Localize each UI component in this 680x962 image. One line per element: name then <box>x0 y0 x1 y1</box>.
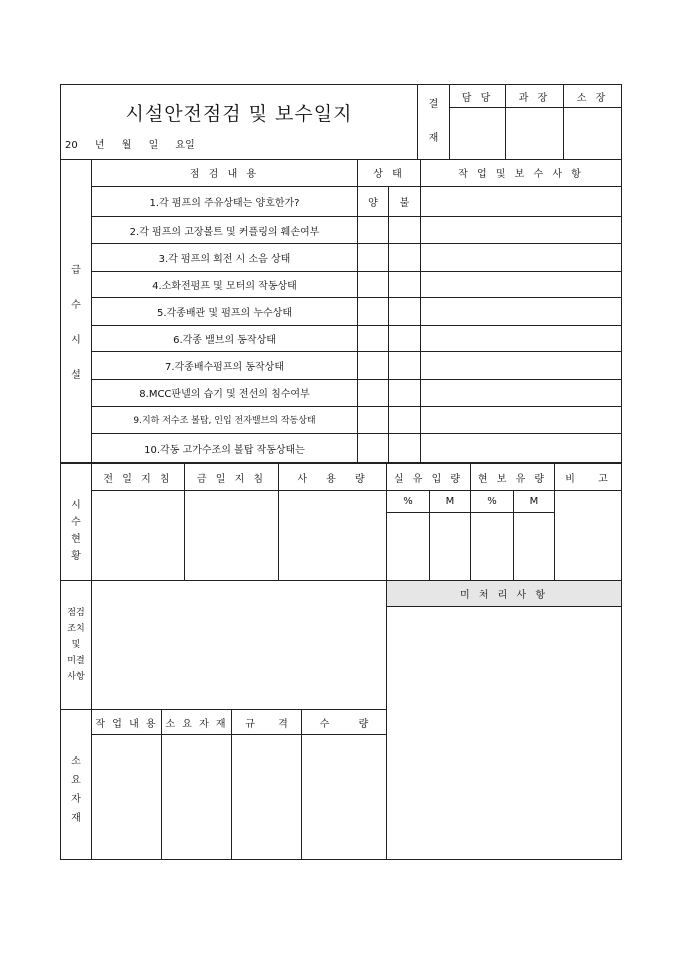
unit-percent: % <box>387 491 430 513</box>
inspection-item: 9.지하 저수조 볼탑, 인입 전자밸브의 작동상태 <box>92 406 358 434</box>
col-header-holding: 현 보 유 량 <box>471 464 555 491</box>
inspection-item: 7.각종배수펌프의 동작상태 <box>92 352 358 380</box>
section-label-water-supply: 급 수 시 설 <box>61 160 92 463</box>
status-bad-cell[interactable] <box>389 217 421 244</box>
status-bad-cell[interactable] <box>389 406 421 434</box>
col-header-quantity: 수 량 <box>302 710 387 735</box>
status-bad-cell[interactable] <box>389 271 421 298</box>
pending-notes-area[interactable] <box>387 607 622 860</box>
status-bad-cell[interactable] <box>389 298 421 326</box>
header-table <box>60 84 622 160</box>
spec-cell[interactable] <box>232 735 302 860</box>
status-good-cell[interactable] <box>358 380 389 407</box>
col-header-work-content: 작 업 내 용 <box>92 710 162 735</box>
inspection-item: 4.소화전펌프 및 모터의 작동상태 <box>92 271 358 298</box>
inspection-item: 10.각동 고가수조의 볼탑 작동상태는 <box>92 434 358 463</box>
col-header-prev-reading: 전 일 지 침 <box>92 464 185 491</box>
section-label-check: 점검 조치 및 미결 사항 <box>61 581 92 710</box>
unit-m: M <box>430 491 471 513</box>
inspection-item: 5.각종배관 및 펌프의 누수상태 <box>92 298 358 326</box>
work-note-cell[interactable] <box>421 406 622 434</box>
status-good-cell[interactable] <box>358 298 389 326</box>
col-header-remarks: 비 고 <box>555 464 622 491</box>
col-header-today-reading: 금 일 지 침 <box>185 464 279 491</box>
status-good-cell[interactable] <box>358 244 389 272</box>
work-note-cell[interactable] <box>421 271 622 298</box>
inspection-item: 3.각 펌프의 회전 시 소음 상태 <box>92 244 358 272</box>
status-bad-label: 불 <box>389 186 421 217</box>
prev-reading-cell[interactable] <box>92 491 185 581</box>
col-header-item: 점 검 내 용 <box>92 160 358 187</box>
status-bad-cell[interactable] <box>389 434 421 463</box>
inspection-table <box>60 159 622 463</box>
materials-cell[interactable] <box>162 735 232 860</box>
remarks-cell[interactable] <box>555 491 622 581</box>
col-header-work: 작 업 및 보 수 사 항 <box>421 160 622 187</box>
status-bad-cell[interactable] <box>389 244 421 272</box>
work-note-cell[interactable] <box>421 217 622 244</box>
form-title: 시설안전점검 및 보수일지 <box>125 103 353 125</box>
pending-header: 미 처 리 사 항 <box>387 581 622 607</box>
work-note-cell[interactable] <box>421 298 622 326</box>
quantity-cell[interactable] <box>302 735 387 860</box>
work-note-cell[interactable] <box>421 380 622 407</box>
col-header-inflow: 실 유 입 량 <box>387 464 471 491</box>
approver-header: 소 장 <box>564 85 622 108</box>
check-notes-area[interactable] <box>92 581 387 710</box>
work-content-cell[interactable] <box>92 735 162 860</box>
inspection-item: 1.각 펌프의 주유상태는 양호한가? <box>92 186 358 217</box>
inspection-item: 8.MCC판넬의 습기 및 전선의 침수여부 <box>92 380 358 407</box>
title-cell <box>61 85 418 160</box>
status-bad-cell[interactable] <box>389 380 421 407</box>
col-header-status: 상 태 <box>358 160 421 187</box>
work-note-cell[interactable] <box>421 325 622 352</box>
status-good-cell[interactable] <box>358 325 389 352</box>
status-good-cell[interactable] <box>358 434 389 463</box>
holding-percent-cell[interactable] <box>471 513 514 581</box>
approver-header: 과 장 <box>506 85 564 108</box>
inflow-m-cell[interactable] <box>430 513 471 581</box>
section-label-materials: 소 요 자 재 <box>61 710 92 860</box>
date-line: 20 년 월 일 요일 <box>65 140 195 151</box>
inflow-percent-cell[interactable] <box>387 513 430 581</box>
work-note-cell[interactable] <box>421 186 622 217</box>
unit-m: M <box>514 491 555 513</box>
work-note-cell[interactable] <box>421 434 622 463</box>
col-header-materials: 소 요 자 재 <box>162 710 232 735</box>
approver-header: 담 당 <box>450 85 506 108</box>
unit-percent: % <box>471 491 514 513</box>
inspection-item: 6.각종 밸브의 동작상태 <box>92 325 358 352</box>
usage-cell[interactable] <box>279 491 387 581</box>
col-header-usage: 사 용 량 <box>279 464 387 491</box>
water-status-table <box>60 463 622 581</box>
work-note-cell[interactable] <box>421 352 622 380</box>
status-bad-cell[interactable] <box>389 325 421 352</box>
col-header-spec: 규 격 <box>232 710 302 735</box>
status-good-cell[interactable] <box>358 352 389 380</box>
status-good-cell[interactable] <box>358 406 389 434</box>
work-note-cell[interactable] <box>421 244 622 272</box>
check-materials-table <box>60 580 622 860</box>
signature-box[interactable] <box>506 108 564 160</box>
inspection-item: 2.각 펌프의 고장볼트 및 커플링의 훼손여부 <box>92 217 358 244</box>
status-good-cell[interactable] <box>358 217 389 244</box>
holding-m-cell[interactable] <box>514 513 555 581</box>
signature-box[interactable] <box>564 108 622 160</box>
today-reading-cell[interactable] <box>185 491 279 581</box>
status-bad-cell[interactable] <box>389 352 421 380</box>
section-label-water-status: 시 수 현 황 <box>61 464 92 581</box>
approval-label: 결 재 <box>418 85 450 160</box>
signature-box[interactable] <box>450 108 506 160</box>
status-good-label: 양 <box>358 186 389 217</box>
status-good-cell[interactable] <box>358 271 389 298</box>
